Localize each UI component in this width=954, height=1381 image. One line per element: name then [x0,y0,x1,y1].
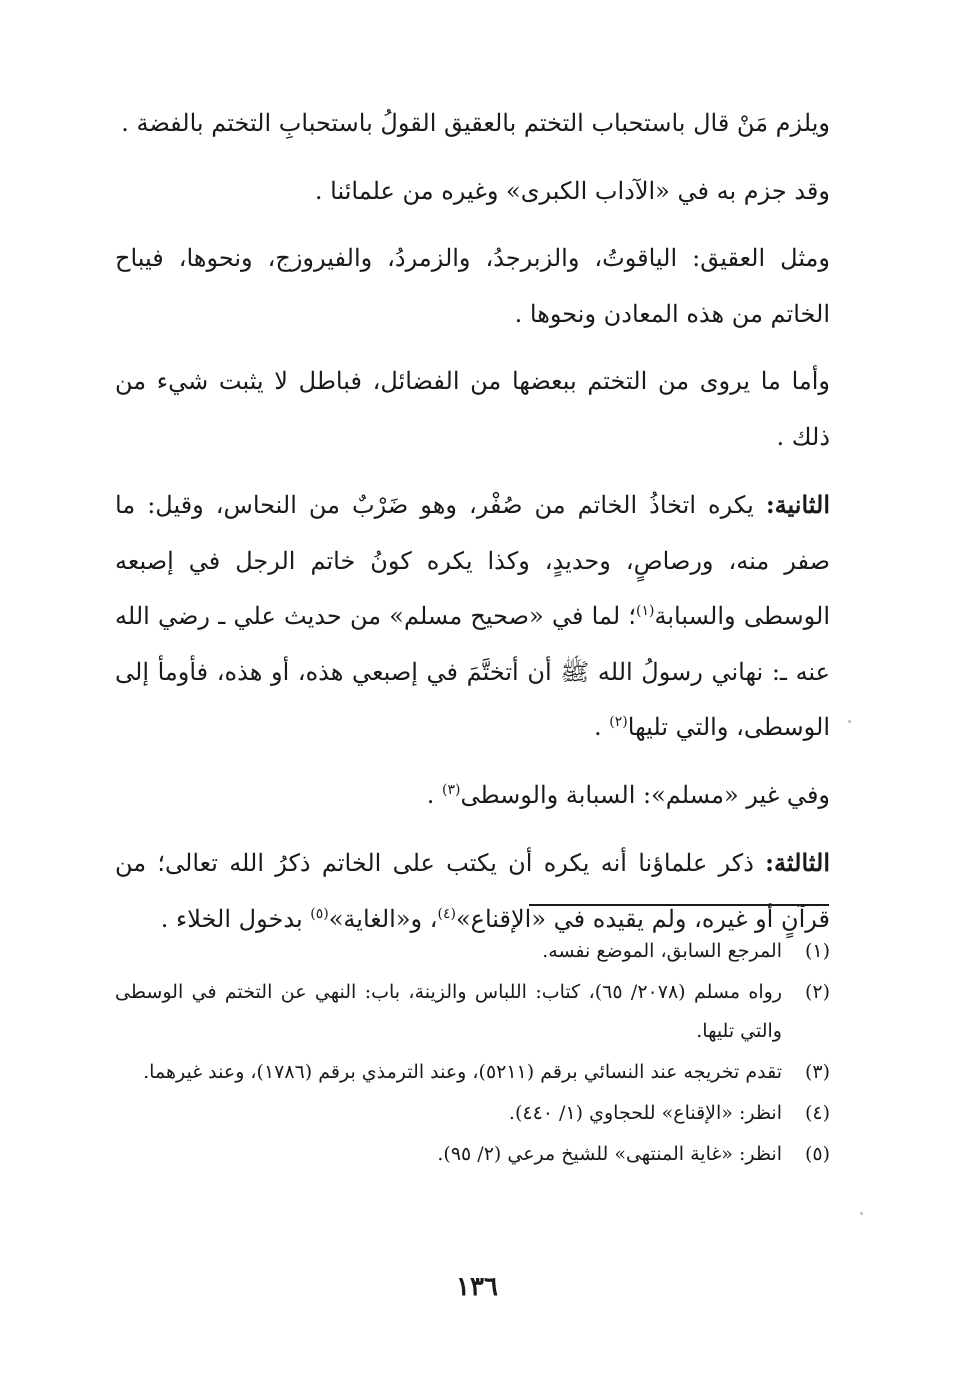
footnote-ref-1[interactable]: (١) [636,603,655,619]
paragraph-text: وفي غير «مسلم»: السبابة والوسطى [460,780,830,809]
paragraph-text: وأما ما يروى من التختم ببعضها من الفضائل، فباطل لا يثبت شيء من ذلك . [115,367,830,451]
paragraph-4 [115,354,830,465]
paragraph-text: ؛ لما في «صحيح مسلم» من حديث علي ـ رضي الله عنه ـ: نهاني رسولُ الله ﷺ أن أتختَّمَ في إصبعي هذه، أو هذه، فأومأ إلى الوسطى، والتي تليها [115,602,830,741]
paragraph-text: ومثل العقيق: الياقوتُ، والزبرجدُ، والزمردُ، والفيروزج، ونحوها، فيباح الخاتم من هذه المعادن ونحوها . [115,244,830,328]
paragraph-text: ، و«الغاية» [328,904,438,933]
page-number: ١٣٦ [456,1272,498,1302]
paragraph-1 [115,96,830,152]
footnote-number: (٤) [804,1102,830,1124]
paragraph-text: ويلزم مَنْ قال باستحباب التختم بالعقيق القولُ باستحبابِ التختم بالفضة . [121,109,830,137]
footnote-ref-3[interactable]: (٣) [442,781,461,798]
footnote-text: انظر: «الإقناع» للحجاوي (١/ ٤٤٠). [508,1102,782,1124]
paragraph-text: وقد جزم به في «الآداب الكبرى» وغيره من علمائنا . [314,176,830,205]
paragraph-6 [115,768,830,824]
footnote-separator [529,904,829,906]
paragraph-text: . [426,780,443,809]
footnote-number: (٢) [804,981,830,1003]
paragraph-7 [115,835,830,947]
paragraph-text: . [594,713,610,741]
footnote-1 [115,932,830,971]
footnote-5 [115,1135,830,1174]
paragraph-text: بدخول الخلاء . [160,904,311,933]
footnote-text: تقدم تخريجه عند النسائي برقم (٥٢١١)، وعند الترمذي برقم (١٧٨٦)، وعند غيرهما. [143,1061,782,1083]
footnote-number: (١) [804,940,830,962]
section-lead-second: الثانية: [765,490,830,519]
footnote-ref-5[interactable]: (٥) [310,905,329,922]
scan-speck [860,1212,863,1215]
footnote-2 [115,973,830,1051]
paragraph-text: ذكر علماؤنا أنه يكره أن يكتب على الخاتم ذكرُ الله تعالى؛ من قرآنٍ أو غيره، ولم يقيده في «الإقناع» [115,849,830,933]
paragraph-text: يكره اتخاذُ الخاتم من صُفْر، وهو ضَرْبٌ من النحاس، وقيل: ما صفر منه، ورصاصٍ، وحديدٍ، وكذا يكره كونُ خاتم الرجل في إصبعه الوسطى والسبابة [115,491,831,630]
footnote-3 [115,1053,830,1092]
footnote-number: (٣) [804,1061,830,1083]
paragraph-5 [115,477,830,756]
main-text [115,96,830,959]
footnote-ref-4[interactable]: (٤) [437,905,456,922]
scan-speck [848,720,851,723]
paragraph-2 [115,164,830,220]
footnote-text: رواه مسلم (٢٠٧٨/ ٦٥)، كتاب: اللباس والزينة، باب: النهي عن التختم في الوسطى والتي تليها. [115,981,782,1042]
footnote-4 [115,1094,830,1133]
section-lead-third: الثالثة: [765,848,830,877]
footnotes [115,932,830,1176]
footnote-text: انظر: «غاية المنتهى» للشيخ مرعي (٢/ ٩٥). [437,1143,782,1165]
footnote-number: (٥) [804,1143,830,1165]
footnote-ref-2[interactable]: (٢) [609,714,628,730]
footnote-text: المرجع السابق، الموضع نفسه. [542,940,782,962]
paragraph-3 [115,231,830,342]
